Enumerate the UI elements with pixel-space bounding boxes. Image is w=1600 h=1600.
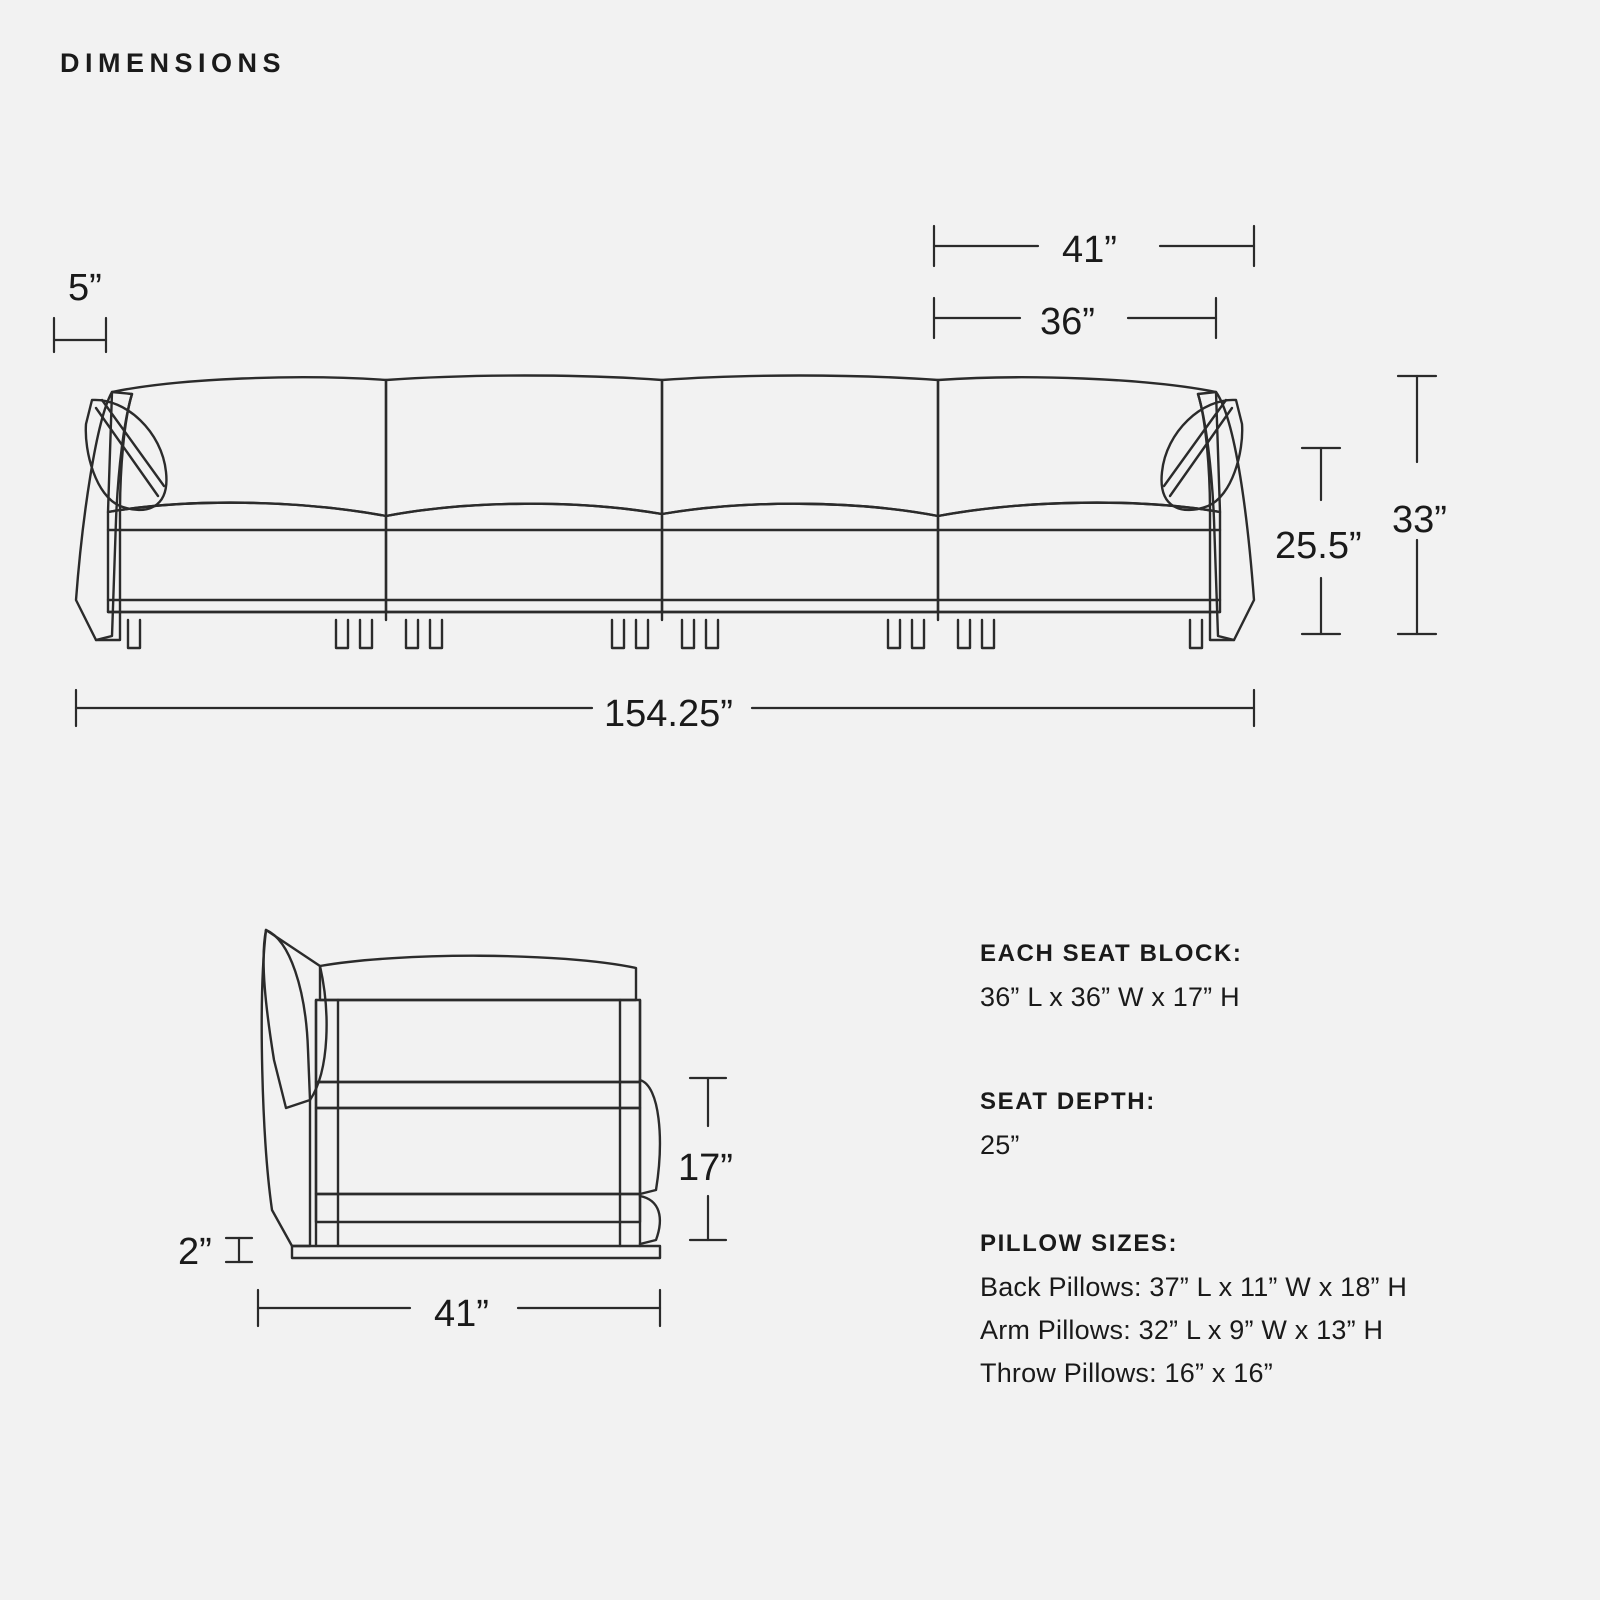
spec-seat-depth bbox=[980, 1088, 1156, 1173]
spec-seat-block-heading: EACH SEAT BLOCK: bbox=[980, 940, 1243, 967]
spec-seat-depth-heading: SEAT DEPTH: bbox=[980, 1088, 1156, 1115]
spec-seat-depth-value: 25” bbox=[980, 1130, 1020, 1160]
spec-pillow-arm: Arm Pillows: 32” L x 9” W x 13” H bbox=[980, 1315, 1384, 1345]
spec-pillow-sizes-heading: PILLOW SIZES: bbox=[980, 1230, 1179, 1257]
spec-pillow-throw: Throw Pillows: 16” x 16” bbox=[980, 1358, 1273, 1388]
spec-seat-block-value: 36” L x 36” W x 17” H bbox=[980, 982, 1240, 1012]
dim-label-overall-width: 154.25” bbox=[604, 693, 733, 735]
dim-label-seat-back-height: 25.5” bbox=[1275, 525, 1362, 567]
front-view-sofa bbox=[76, 376, 1254, 649]
page-title: DIMENSIONS bbox=[60, 48, 287, 78]
front-view-dimension-lines bbox=[54, 226, 1436, 726]
dim-label-arm-width: 5” bbox=[68, 267, 102, 309]
spec-pillow-sizes bbox=[980, 1230, 1407, 1401]
spec-seat-block bbox=[980, 940, 1242, 1025]
dim-label-leg-height: 2” bbox=[178, 1231, 212, 1273]
spec-pillow-back: Back Pillows: 37” L x 11” W x 18” H bbox=[980, 1272, 1408, 1302]
dim-label-overall-depth: 41” bbox=[434, 1293, 489, 1335]
dim-label-module-seat-width: 36” bbox=[1040, 301, 1095, 343]
side-view-sofa bbox=[262, 930, 660, 1258]
dim-label-seat-height: 17” bbox=[678, 1147, 733, 1189]
dim-label-overall-height: 33” bbox=[1392, 499, 1447, 541]
dim-label-module-overall-width: 41” bbox=[1062, 229, 1117, 271]
